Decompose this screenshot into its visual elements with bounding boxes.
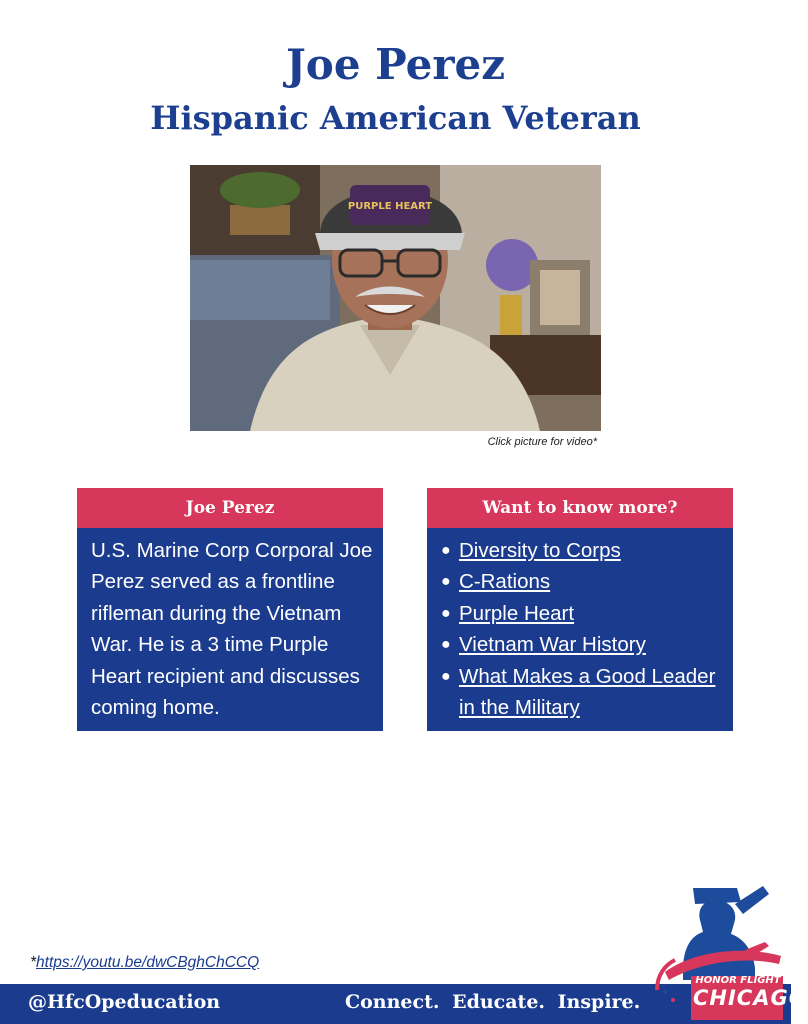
bullet-icon: ●	[441, 636, 451, 654]
svg-text:PURPLE HEART: PURPLE HEART	[347, 201, 433, 212]
bullet-icon: ●	[441, 542, 451, 559]
page-subtitle: Hispanic American Veteran	[150, 99, 641, 137]
bio-card	[77, 488, 383, 731]
bio-card-text: U.S. Marine Corp Corporal Joe Perez served as a frontline rifleman during the Vietnam War. He is a 3 time Purple Heart recipient and discusses coming home.	[91, 539, 373, 720]
more-info-links	[427, 528, 733, 723]
bullet-icon: ●	[441, 573, 451, 591]
link-vietnam-war-history[interactable]: Vietnam War History	[459, 633, 646, 657]
veteran-portrait-image	[190, 165, 601, 431]
logo-line1: HONOR FLIGHT	[695, 975, 781, 986]
link-c-rations[interactable]: C-Rations	[459, 570, 551, 594]
footer-tagline: Connect. Educate. Inspire.	[345, 991, 641, 1013]
video-footnote	[30, 954, 259, 972]
link-good-leader-military[interactable]: What Makes a Good Leader in the Military	[459, 664, 716, 720]
video-caption: Click picture for video*	[487, 436, 597, 448]
social-handle: @HfcOpeducation	[28, 991, 221, 1013]
more-info-heading: Want to know more?	[427, 488, 733, 528]
page-title: Joe Perez	[285, 40, 506, 89]
logo-line2: CHICAGO	[693, 986, 808, 1010]
list-item	[441, 566, 727, 597]
veteran-video-thumbnail[interactable]	[190, 165, 601, 431]
footnote-asterisk: *	[30, 954, 37, 971]
bullet-icon: ●	[441, 667, 451, 685]
bio-card-heading: Joe Perez	[77, 488, 383, 528]
list-item	[441, 661, 727, 724]
more-info-card	[427, 488, 733, 731]
video-url-link[interactable]: https://youtu.be/dwCBghChCCQ	[36, 954, 260, 971]
bullet-icon: ●	[441, 604, 451, 622]
list-item	[441, 598, 727, 629]
link-purple-heart[interactable]: Purple Heart	[459, 601, 575, 625]
list-item	[441, 535, 727, 566]
list-item	[441, 629, 727, 660]
link-diversity-to-corps[interactable]: Diversity to Corps	[459, 539, 621, 562]
